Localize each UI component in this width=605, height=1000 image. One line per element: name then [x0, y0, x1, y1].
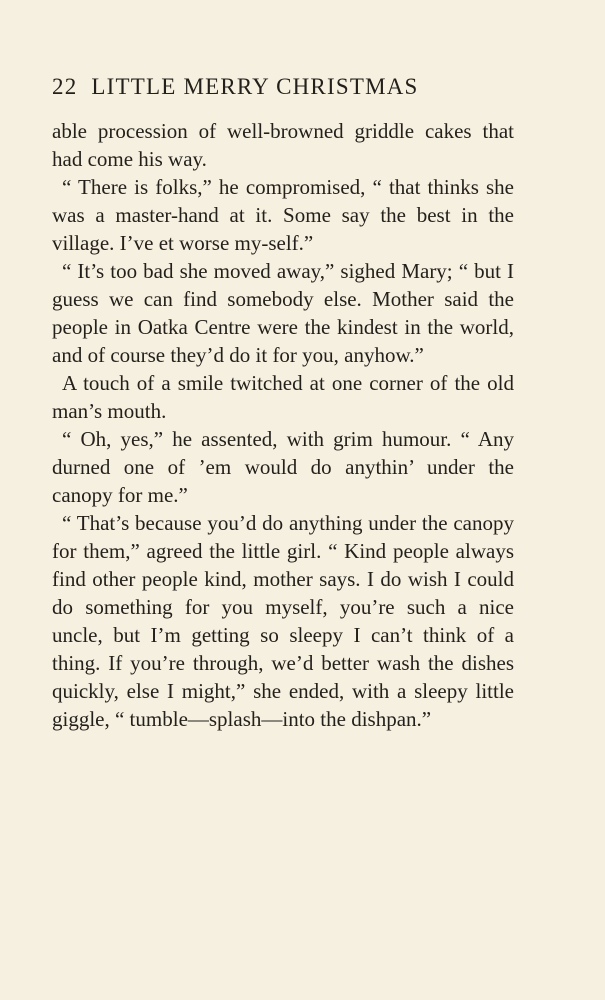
running-head [52, 70, 522, 104]
paragraph-6: “ That’s because you’d do anything under the canopy for them,” agreed the little girl. “ Kind people always find other people kind, mother says. I do wish I could do something for you myself, you’re such a nice uncle, but I’m getting so sleepy I can’t think of a thing. If you’re through, we’d better wash the dishes quickly, else I might,” she ended, with a sleepy little giggle, “ tumble—splash—into the dishpan.” [52, 511, 514, 731]
page-number: 22 [52, 74, 78, 99]
running-title: LITTLE MERRY CHRISTMAS [91, 74, 419, 99]
paragraph-4: A touch of a smile twitched at one corner of the old man’s mouth. [52, 371, 514, 423]
paragraph-3: “ It’s too bad she moved away,” sighed Mary; “ but I guess we can find somebody else. Mother said the people in Oatka Centre were the kindest in the world, and of course they’d do it for you, anyhow.” [52, 259, 514, 367]
paragraph-5: “ Oh, yes,” he assented, with grim humour. “ Any durned one of ’em would do anythin’ under the canopy for me.” [52, 427, 514, 507]
body-text [52, 117, 514, 733]
paragraph-2: “ There is folks,” he compromised, “ that thinks she was a master-hand at it. Some say the best in the village. I’ve et worse my-self.” [52, 175, 514, 255]
paragraph-1: able procession of well-browned griddle cakes that had come his way. [52, 119, 514, 171]
